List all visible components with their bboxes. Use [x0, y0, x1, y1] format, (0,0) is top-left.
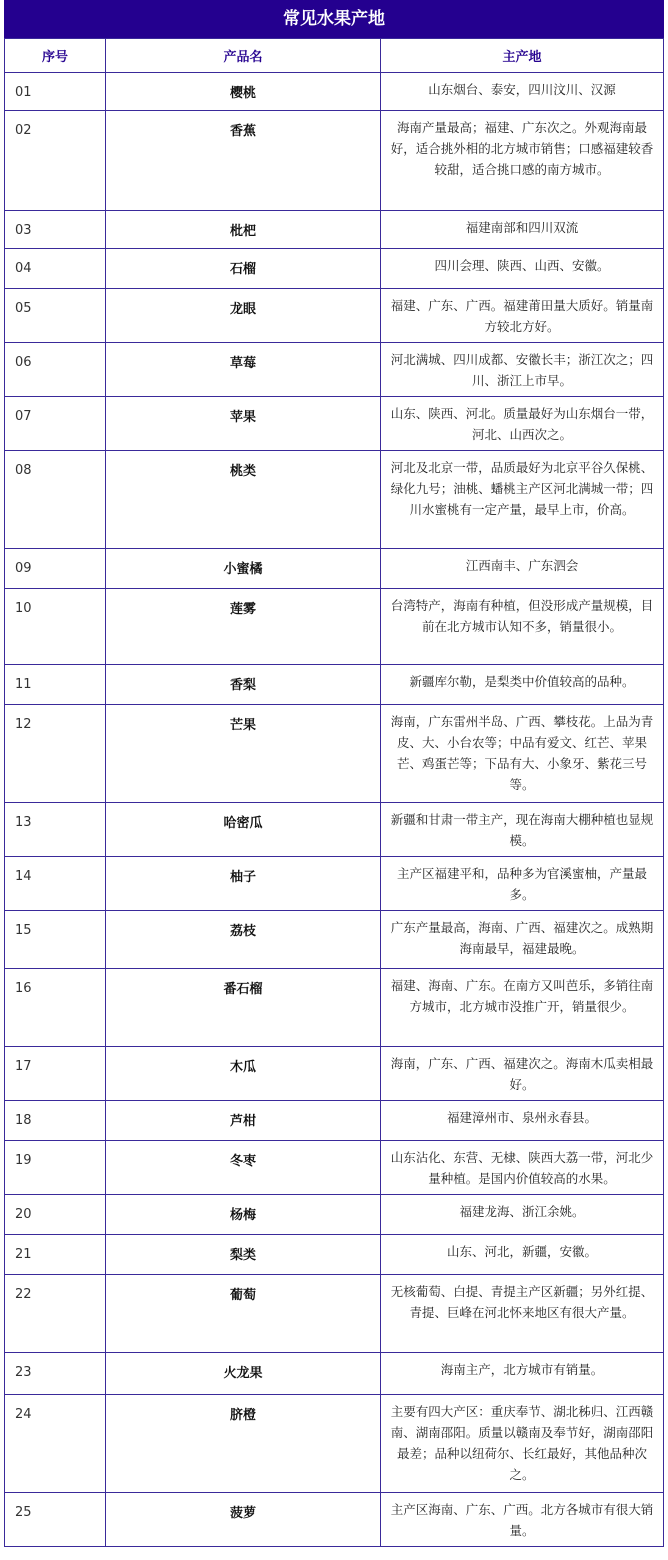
table-row: [5, 589, 664, 665]
row-index: 25: [5, 1493, 106, 1547]
row-origin: 山东、河北，新疆，安徽。: [381, 1235, 664, 1275]
table-row: [5, 73, 664, 111]
table-row: [5, 249, 664, 289]
row-product-name: 火龙果: [106, 1353, 381, 1395]
table-row: [5, 1275, 664, 1353]
row-index: 18: [5, 1101, 106, 1141]
row-product-name: 木瓜: [106, 1047, 381, 1101]
table-row: [5, 1047, 664, 1101]
row-index: 05: [5, 289, 106, 343]
row-product-name: 芦柑: [106, 1101, 381, 1141]
table-row: [5, 549, 664, 589]
row-origin: 江西南丰、广东泗会: [381, 549, 664, 589]
row-origin: 山东烟台、泰安，四川汶川、汉源: [381, 73, 664, 111]
row-index: 16: [5, 969, 106, 1047]
row-product-name: 冬枣: [106, 1141, 381, 1195]
row-index: 12: [5, 705, 106, 803]
row-origin: 主要有四大产区：重庆奉节、湖北秭归、江西赣南、湖南邵阳。质量以赣南及奉节好，湖南邵阳最差；品种以纽荷尔、长红最好，其他品种次之。: [381, 1395, 664, 1493]
row-product-name: 番石榴: [106, 969, 381, 1047]
row-index: 23: [5, 1353, 106, 1395]
row-origin: 新疆库尔勒，是梨类中价值较高的品种。: [381, 665, 664, 705]
table-row: [5, 451, 664, 549]
header-origin: 主产地: [381, 39, 664, 73]
row-origin: 山东沾化、东营、无棣、陕西大荔一带，河北少量种植。是国内价值较高的水果。: [381, 1141, 664, 1195]
row-product-name: 苹果: [106, 397, 381, 451]
row-product-name: 菠萝: [106, 1493, 381, 1547]
table-row: [5, 1395, 664, 1493]
row-origin: 广东产量最高，海南、广西、福建次之。成熟期海南最早，福建最晚。: [381, 911, 664, 969]
row-index: 20: [5, 1195, 106, 1235]
row-product-name: 草莓: [106, 343, 381, 397]
row-product-name: 柚子: [106, 857, 381, 911]
table-row: [5, 397, 664, 451]
row-product-name: 石榴: [106, 249, 381, 289]
header-row: [5, 39, 664, 73]
row-index: 11: [5, 665, 106, 705]
row-index: 03: [5, 211, 106, 249]
row-origin: 福建、广东、广西。福建莆田量大质好。销量南方较北方好。: [381, 289, 664, 343]
row-origin: 福建南部和四川双流: [381, 211, 664, 249]
table-row: [5, 343, 664, 397]
row-product-name: 香梨: [106, 665, 381, 705]
fruit-origin-table: [4, 38, 664, 1547]
table-row: [5, 211, 664, 249]
row-index: 15: [5, 911, 106, 969]
row-product-name: 哈密瓜: [106, 803, 381, 857]
table-row: [5, 1195, 664, 1235]
row-index: 24: [5, 1395, 106, 1493]
row-origin: 无核葡萄、白提、青提主产区新疆；另外红提、青提、巨峰在河北怀来地区有很大产量。: [381, 1275, 664, 1353]
row-origin: 海南主产，北方城市有销量。: [381, 1353, 664, 1395]
row-product-name: 荔枝: [106, 911, 381, 969]
table-row: [5, 969, 664, 1047]
row-product-name: 桃类: [106, 451, 381, 549]
row-index: 08: [5, 451, 106, 549]
row-origin: 海南产量最高；福建、广东次之。外观海南最好，适合挑外相的北方城市销售；口感福建较香较甜，适合挑口感的南方城市。: [381, 111, 664, 211]
row-index: 21: [5, 1235, 106, 1275]
table-row: [5, 1493, 664, 1547]
row-origin: 台湾特产，海南有种植，但没形成产量规模，目前在北方城市认知不多，销量很小。: [381, 589, 664, 665]
row-origin: 河北满城、四川成都、安徽长丰；浙江次之；四川、浙江上市早。: [381, 343, 664, 397]
table-row: [5, 803, 664, 857]
header-index: 序号: [5, 39, 106, 73]
row-index: 07: [5, 397, 106, 451]
row-origin: 主产区福建平和，品种多为官溪蜜柚，产量最多。: [381, 857, 664, 911]
row-product-name: 龙眼: [106, 289, 381, 343]
row-origin: 四川会理、陕西、山西、安徽。: [381, 249, 664, 289]
row-index: 13: [5, 803, 106, 857]
header-name: 产品名: [106, 39, 381, 73]
row-product-name: 莲雾: [106, 589, 381, 665]
row-product-name: 杨梅: [106, 1195, 381, 1235]
row-origin: 海南，广东、广西、福建次之。海南木瓜卖相最好。: [381, 1047, 664, 1101]
row-index: 02: [5, 111, 106, 211]
table-row: [5, 857, 664, 911]
row-origin: 福建、海南、广东。在南方又叫芭乐，多销往南方城市，北方城市没推广开，销量很少。: [381, 969, 664, 1047]
row-index: 04: [5, 249, 106, 289]
table-row: [5, 1235, 664, 1275]
table-row: [5, 911, 664, 969]
row-index: 22: [5, 1275, 106, 1353]
row-index: 14: [5, 857, 106, 911]
row-origin: 主产区海南、广东、广西。北方各城市有很大销量。: [381, 1493, 664, 1547]
row-origin: 河北及北京一带，品质最好为北京平谷久保桃、绿化九号；油桃、蟠桃主产区河北满城一带；四川水蜜桃有一定产量，最早上市，价高。: [381, 451, 664, 549]
table-row: [5, 1141, 664, 1195]
row-index: 06: [5, 343, 106, 397]
row-index: 10: [5, 589, 106, 665]
row-origin: 福建漳州市、泉州永春县。: [381, 1101, 664, 1141]
table-row: [5, 289, 664, 343]
row-product-name: 小蜜橘: [106, 549, 381, 589]
row-origin: 新疆和甘肃一带主产，现在海南大棚种植也显规模。: [381, 803, 664, 857]
table-title: 常见水果产地: [4, 0, 664, 38]
row-product-name: 香蕉: [106, 111, 381, 211]
row-index: 17: [5, 1047, 106, 1101]
row-index: 19: [5, 1141, 106, 1195]
row-product-name: 芒果: [106, 705, 381, 803]
row-index: 09: [5, 549, 106, 589]
table-row: [5, 705, 664, 803]
row-product-name: 脐橙: [106, 1395, 381, 1493]
row-origin: 山东、陕西、河北。质量最好为山东烟台一带，河北、山西次之。: [381, 397, 664, 451]
table-row: [5, 1101, 664, 1141]
row-origin: 海南，广东雷州半岛、广西、攀枝花。上品为青皮、大、小台农等；中品有爱文、红芒、苹果芒、鸡蛋芒等；下品有大、小象牙、紫花三号等。: [381, 705, 664, 803]
row-product-name: 枇杷: [106, 211, 381, 249]
table-row: [5, 1353, 664, 1395]
row-origin: 福建龙海、浙江余姚。: [381, 1195, 664, 1235]
row-product-name: 梨类: [106, 1235, 381, 1275]
row-product-name: 樱桃: [106, 73, 381, 111]
row-index: 01: [5, 73, 106, 111]
fruit-origin-sheet: [4, 0, 664, 1547]
row-product-name: 葡萄: [106, 1275, 381, 1353]
table-row: [5, 111, 664, 211]
table-row: [5, 665, 664, 705]
